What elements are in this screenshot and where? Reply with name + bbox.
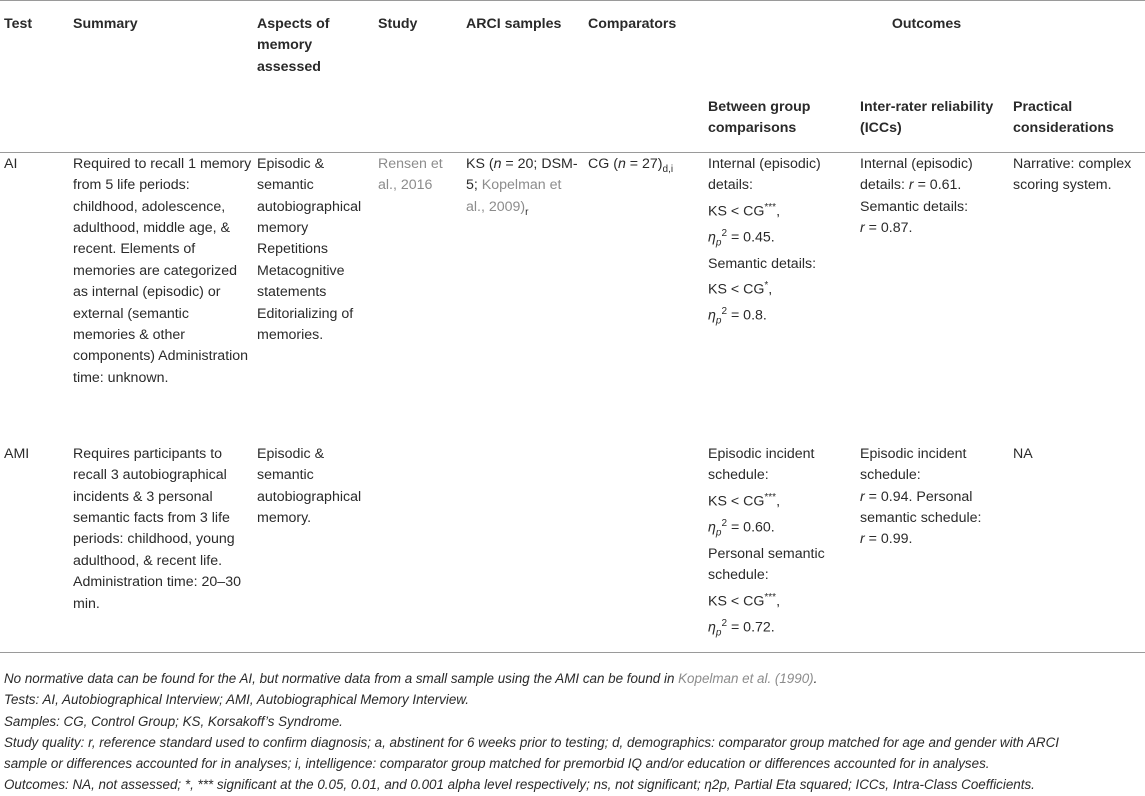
table-footnotes [4, 668, 1144, 796]
table-row [0, 443, 1145, 652]
table-row [0, 152, 1145, 443]
cell-between-group: Episodic incident schedule: KS < CG***, $\eta_p^2 = 0.60$. Personal semantic schedule: KS < CG***, $\eta_p^2 = 0.72$. [708, 445, 825, 639]
cell-study [374, 443, 462, 652]
cell-test: AMI [4, 445, 30, 462]
cell-arci-samples [462, 443, 584, 652]
header-arci-samples: ARCI samples [462, 1, 584, 153]
footnote-samples: Samples: CG, Control Group; KS, Korsakoff’s Syndrome. [4, 713, 343, 729]
cell-inter-rater: Internal (episodic) details: r = 0.61. Semantic details: r = 0.87. [860, 155, 973, 237]
cell-inter-rater: Episodic incident schedule: r = 0.94. Personal semantic schedule: r = 0.99. [860, 445, 982, 548]
header-comparators: Comparators [584, 1, 704, 153]
header-practical: Practical considerations [1013, 99, 1114, 137]
cell-summary: Required to recall 1 memory from 5 life periods: childhood, adolescence, adulthood, middle age, & recent. Elements of memories are categorized as internal (episodic) or external (semantic memories & other components) Administration time: unknown. [73, 155, 252, 386]
header-study: Study [374, 1, 462, 153]
cell-arci-samples: KS (n = 20; DSM-5; Kopelman et al., $2009)_r$ [466, 155, 578, 218]
header-summary: Summary [69, 1, 253, 153]
cell-aspects: Episodic & semantic autobiographical memory Repetitions Metacognitive statements Editorializing of memories. [257, 155, 362, 344]
cell-between-group: Internal (episodic) details: KS < CG***, $\eta_p^2 = 0.45$. Semantic details: KS < CG*, $\eta_p^2 = 0.8$. [708, 155, 821, 327]
header-aspects: Aspects of memory assessed [253, 1, 374, 153]
kopelman-2009-link[interactable]: Kopelman et al., 2009) [466, 177, 562, 215]
cell-practical: NA [1013, 445, 1033, 462]
footnote-normative: No normative data can be found for the AI, but normative data from a small sample using the AMI can be found in Kopelman et al. (1990). [4, 671, 818, 686]
cell-comparators [584, 443, 704, 652]
header-inter-rater: Inter-rater reliability (ICCs) [860, 99, 994, 137]
footnote-outcomes: Outcomes: NA, not assessed; *, *** significant at the 0.05, 0.01, and 0.001 alpha level respectively; ns, not significant; η2p, Partial Eta squared; ICCs, Intra-Class Coefficients. [4, 777, 1035, 793]
cell-study-link[interactable]: Rensen et al., 2016 [378, 155, 443, 194]
cell-practical: Narrative: complex scoring system. [1013, 155, 1132, 194]
header-outcomes: Outcomes [891, 16, 962, 32]
footnote-tests: Tests: AI, Autobiographical Interview; AMI, Autobiographical Memory Interview. [4, 692, 469, 708]
cell-summary: Requires participants to recall 3 autobiographical incidents & 3 personal semantic facts from 3 life periods: childhood, young adulthood, & recent life. Administration time: 20–30 min. [73, 445, 241, 612]
cell-comparators: CG $(n = 27)_{d,i}$ [588, 155, 674, 175]
header-test: Test [0, 1, 69, 153]
footnote-study-quality-cont: sample or differences accounted for in analyses; i, intelligence: comparator group matched for premorbid IQ and/or education or differences accounted for in analyses. [4, 756, 990, 772]
footnote-study-quality: Study quality: r, reference standard used to confirm diagnosis; a, abstinent for 6 weeks prior to testing; d, demographics: comparator group matched for age and gender with ARCI [4, 734, 1059, 750]
kopelman-1990-link[interactable]: Kopelman et al. (1990) [678, 671, 814, 686]
cell-aspects: Episodic & semantic autobiographical memory. [257, 445, 362, 527]
header-between-group: Between group comparisons [708, 99, 811, 137]
cell-test: AI [4, 155, 18, 172]
